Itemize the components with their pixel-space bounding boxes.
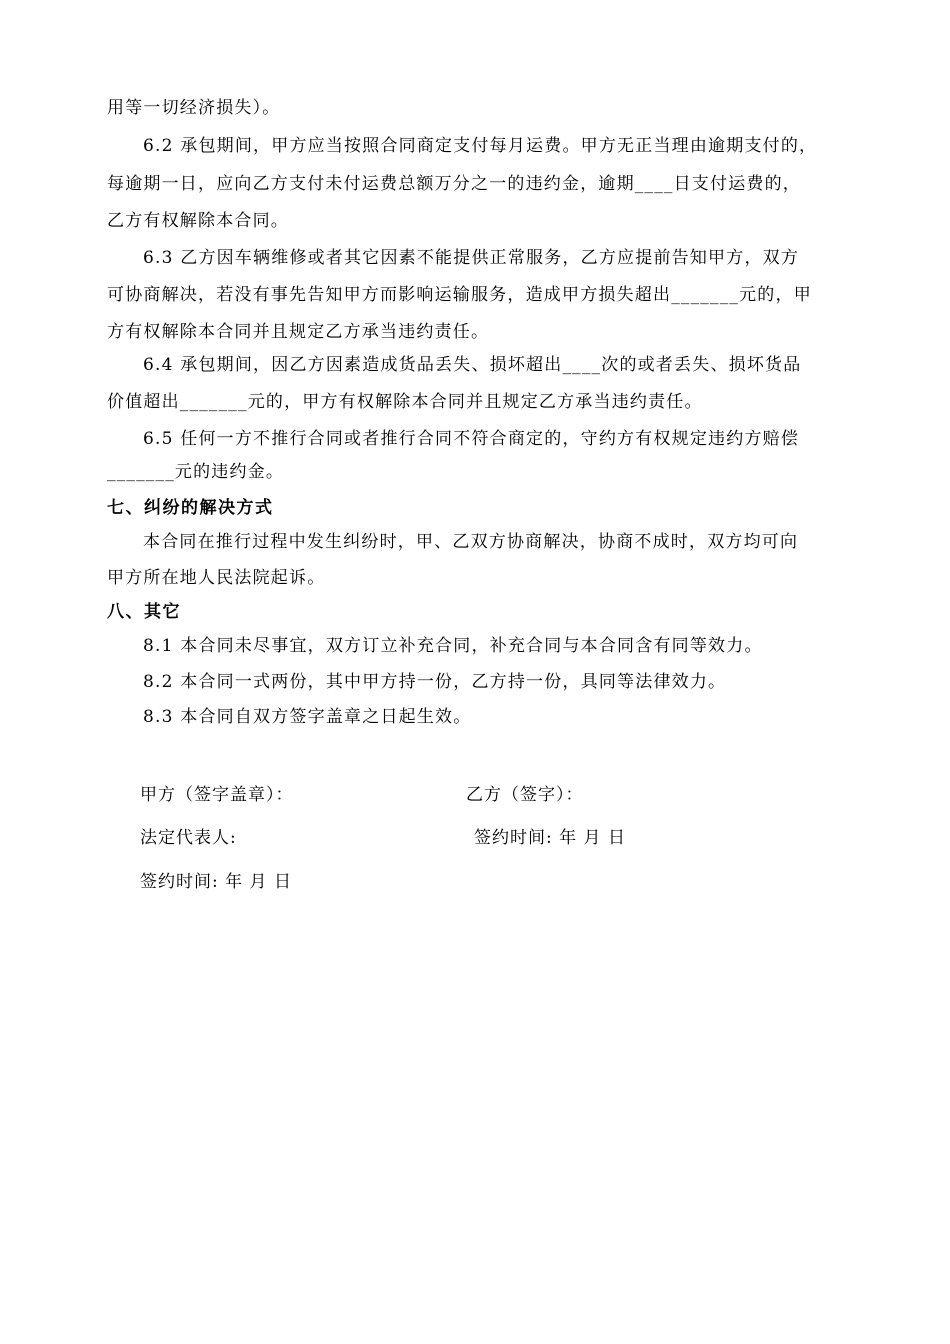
clause-6-3-line: 6.3 乙方因车辆维修或者其它因素不能提供正常服务，乙方应提前告知甲方，双方 (143, 248, 800, 268)
clause-8-2-line: 8.2 本合同一式两份，其中甲方持一份，乙方持一份，具同等法律效力。 (143, 672, 727, 692)
party-b-sign-time: 签约时间: 年 月 日 (474, 828, 626, 848)
party-a-sign-time: 签约时间: 年 月 日 (140, 872, 292, 892)
paragraph-line: 用等一切经济损失）。 (107, 98, 281, 118)
section-7-heading: 七、纠纷的解决方式 (107, 498, 274, 518)
clause-6-5-line: 6.5 任何一方不推行合同或者推行合同不符合商定的，守约方有权规定违约方赔偿 (143, 429, 800, 449)
clause-6-2-line: 6.2 承包期间，甲方应当按照合同商定支付每月运费。甲方无正当理由逾期支付的， (143, 136, 818, 156)
clause-6-4-line: 6.4 承包期间，因乙方因素造成货品丢失、损坏超出____次的或者丢失、损坏货品 (143, 355, 802, 375)
clause-8-3-line: 8.3 本合同自双方签字盖章之日起生效。 (143, 707, 472, 727)
clause-6-2-line: 每逾期一日，应向乙方支付未付运费总额万分之一的违约金，逾期____日支付运费的， (107, 174, 801, 194)
clause-6-5-line: _______元的违约金。 (107, 462, 285, 482)
party-b-signature-label: 乙方（签字）： (466, 785, 584, 805)
clause-6-3-line: 可协商解决，若没有事先告知甲方而影响运输服务，造成甲方损失超出_______元的，甲 (107, 285, 812, 305)
clause-6-4-line: 价值超出_______元的，甲方有权解除本合同并且规定乙方承当违约责任。 (107, 392, 703, 412)
clause-6-2-line: 乙方有权解除本合同。 (107, 211, 289, 231)
clause-6-3-line: 方有权解除本合同并且规定乙方承当违约责任。 (107, 322, 490, 342)
section-7-line: 本合同在推行过程中发生纠纷时，甲、乙双方协商解决，协商不成时，双方均可向 (143, 532, 799, 552)
party-a-signature-label: 甲方（签字盖章）： (140, 785, 294, 805)
section-7-line: 甲方所在地人民法院起诉。 (107, 568, 326, 588)
clause-8-1-line: 8.1 本合同未尽事宜，双方订立补充合同，补充合同与本合同含有同等效力。 (143, 636, 763, 656)
legal-representative-label: 法定代表人: (140, 828, 237, 848)
section-8-heading: 八、其它 (107, 602, 181, 622)
